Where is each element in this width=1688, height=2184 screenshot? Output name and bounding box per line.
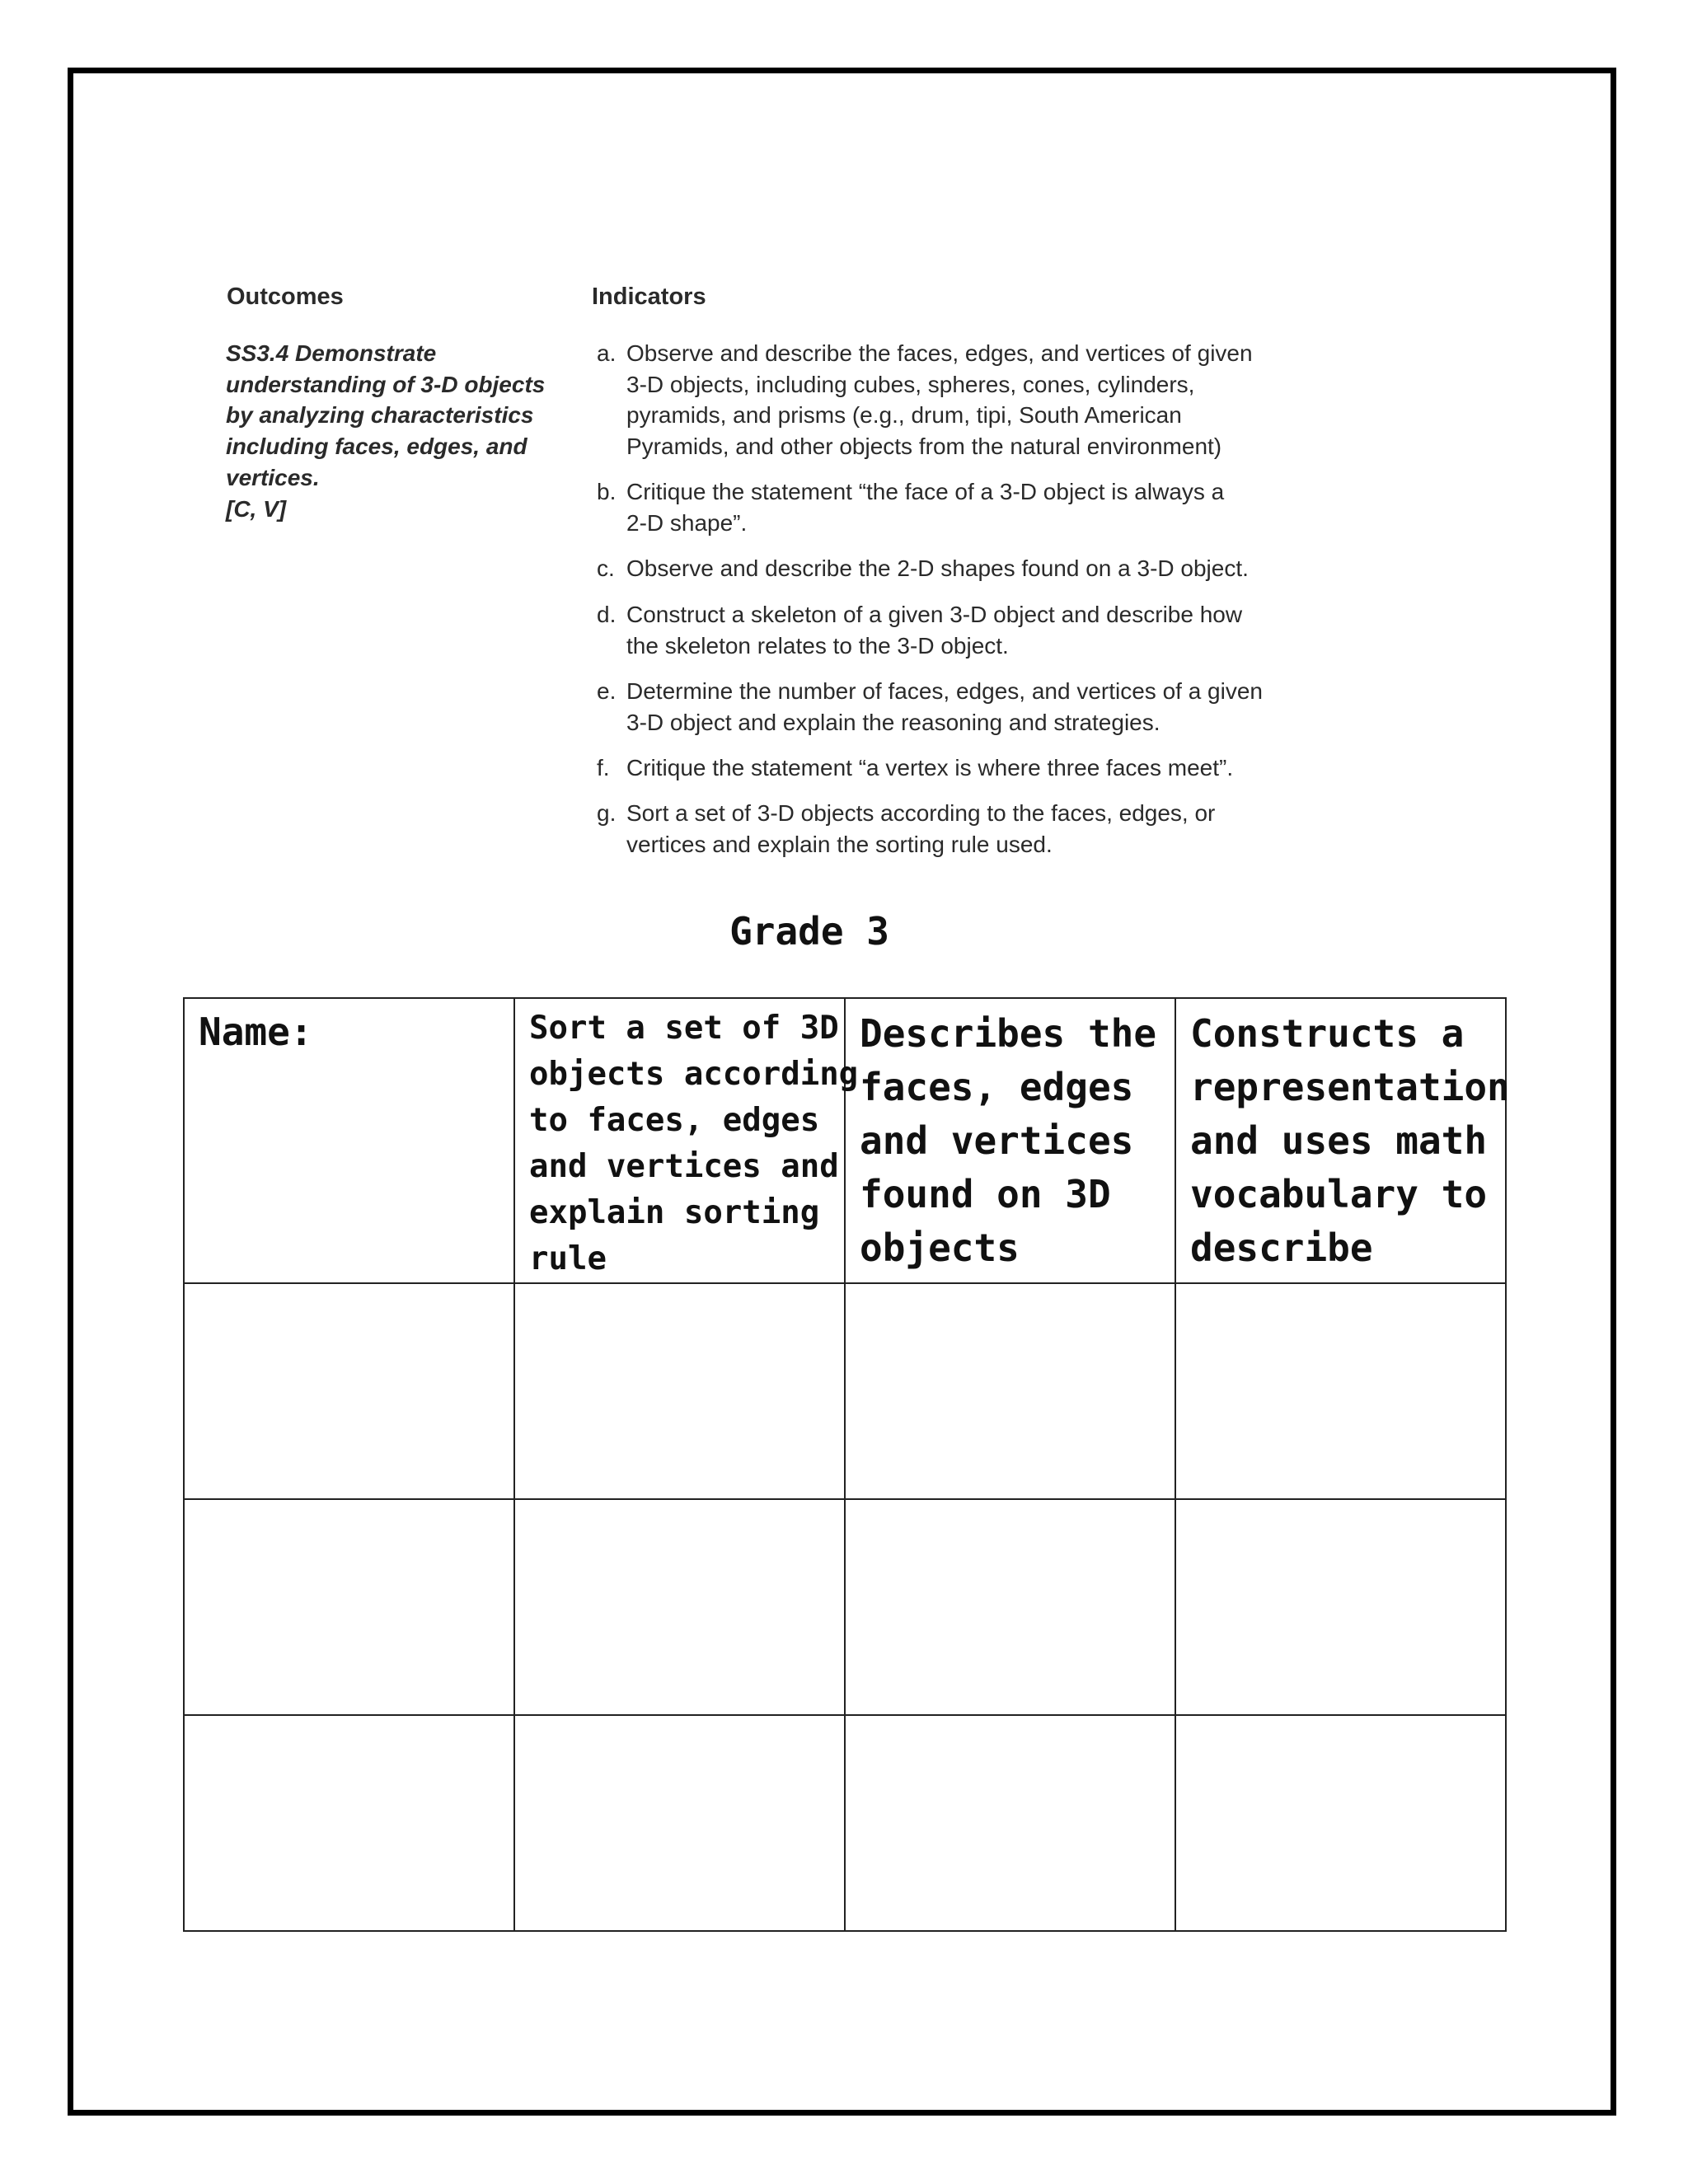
indicator-b	[593, 476, 1319, 538]
criteria-line: faces, edges	[860, 1065, 1134, 1109]
indicator-a	[593, 338, 1319, 462]
student-name-cell[interactable]	[184, 1499, 514, 1715]
outcome-line: vertices.	[226, 464, 320, 490]
criteria-line: to faces, edges	[529, 1102, 820, 1139]
indicator-line: Observe and describe the faces, edges, and vertices of given	[626, 340, 1253, 366]
indicator-d	[593, 599, 1319, 661]
indicator-line: 2-D shape”.	[626, 509, 748, 536]
criteria-line: Sort a set of 3D	[529, 1010, 839, 1047]
indicator-letter: e.	[597, 678, 617, 704]
criteria-line: representation	[1190, 1065, 1510, 1109]
outcomes-heading: Outcomes	[227, 284, 344, 310]
name-header-cell	[184, 998, 514, 1283]
assessment-cell[interactable]	[845, 1499, 1175, 1715]
indicator-line: Pyramids, and other objects from the natural environment)	[626, 434, 1222, 460]
assessment-cell[interactable]	[1175, 1499, 1506, 1715]
criteria-line: Describes the	[860, 1011, 1157, 1056]
assessment-cell[interactable]	[1175, 1715, 1506, 1931]
outcome-line: understanding of 3-D objects	[226, 371, 546, 397]
name-label: Name:	[199, 1010, 313, 1054]
criteria-line: explain sorting	[529, 1194, 820, 1231]
indicator-line: pyramids, and prisms (e.g., drum, tipi, South American	[626, 402, 1182, 429]
indicator-line: 3-D objects, including cubes, spheres, cones, cylinders,	[626, 371, 1195, 397]
outcome-line: [C, V]	[226, 495, 287, 522]
indicator-line: Observe and describe the 2-D shapes found on a 3-D object.	[626, 555, 1249, 581]
table-header-row	[184, 998, 1506, 1283]
indicator-letter: d.	[597, 602, 617, 627]
indicator-g	[593, 798, 1319, 860]
criteria-sorting	[515, 999, 859, 1282]
outcome-line: SS3.4 Demonstrate	[226, 340, 437, 366]
criteria-line: and vertices and	[529, 1148, 839, 1185]
indicator-f	[593, 752, 1319, 784]
criteria-header-cell	[845, 998, 1175, 1283]
indicator-line: vertices and explain the sorting rule used.	[626, 831, 1053, 857]
indicators-heading: Indicators	[592, 284, 706, 310]
table-row	[184, 1715, 1506, 1931]
indicator-c	[593, 553, 1319, 584]
criteria-line: objects	[860, 1226, 1020, 1270]
criteria-constructs	[1176, 999, 1510, 1275]
criteria-header-cell	[1175, 998, 1510, 1283]
indicator-letter: c.	[597, 555, 615, 581]
outcome-line: by analyzing characteristics	[226, 402, 534, 429]
indicator-letter: g.	[597, 800, 617, 826]
assessment-cell[interactable]	[514, 1715, 845, 1931]
indicator-letter: a.	[597, 340, 617, 366]
indicator-line: Critique the statement “a vertex is where three faces meet”.	[626, 755, 1234, 780]
indicator-line: Determine the number of faces, edges, and vertices of a given	[626, 678, 1263, 704]
table-row	[184, 1499, 1506, 1715]
criteria-line: and uses math	[1190, 1118, 1488, 1163]
indicator-e	[593, 676, 1319, 738]
indicator-line: Sort a set of 3-D objects according to the faces, edges, or	[626, 800, 1216, 826]
criteria-line: found on 3D	[860, 1172, 1111, 1216]
indicator-line: Critique the statement “the face of a 3-D object is always a	[626, 479, 1225, 504]
student-name-cell[interactable]	[184, 1283, 514, 1499]
assessment-cell[interactable]	[1175, 1283, 1506, 1499]
indicator-letter: b.	[597, 479, 617, 504]
outcome-line: including faces, edges, and	[226, 434, 528, 460]
indicator-line: the skeleton relates to the 3-D object.	[626, 632, 1009, 658]
outcome-statement	[226, 338, 556, 524]
criteria-header-cell	[514, 998, 859, 1283]
assessment-cell[interactable]	[514, 1499, 845, 1715]
criteria-line: objects according	[529, 1056, 859, 1093]
criteria-line: describe	[1190, 1226, 1373, 1270]
grade-title: Grade 3	[729, 909, 889, 954]
criteria-describes	[846, 999, 1175, 1275]
assessment-cell[interactable]	[514, 1283, 845, 1499]
student-name-cell[interactable]	[184, 1715, 514, 1931]
indicator-letter: f.	[597, 755, 610, 780]
table-row	[184, 1283, 1506, 1499]
indicator-line: Construct a skeleton of a given 3-D object and describe how	[626, 602, 1243, 627]
assessment-table	[183, 997, 1510, 1932]
criteria-line: vocabulary to	[1190, 1172, 1488, 1216]
assessment-cell[interactable]	[845, 1715, 1175, 1931]
criteria-line: Constructs a	[1190, 1011, 1465, 1056]
assessment-cell[interactable]	[845, 1283, 1175, 1499]
criteria-line: rule	[529, 1240, 607, 1277]
indicator-line: 3-D object and explain the reasoning and strategies.	[626, 709, 1160, 735]
criteria-line: and vertices	[860, 1118, 1134, 1163]
